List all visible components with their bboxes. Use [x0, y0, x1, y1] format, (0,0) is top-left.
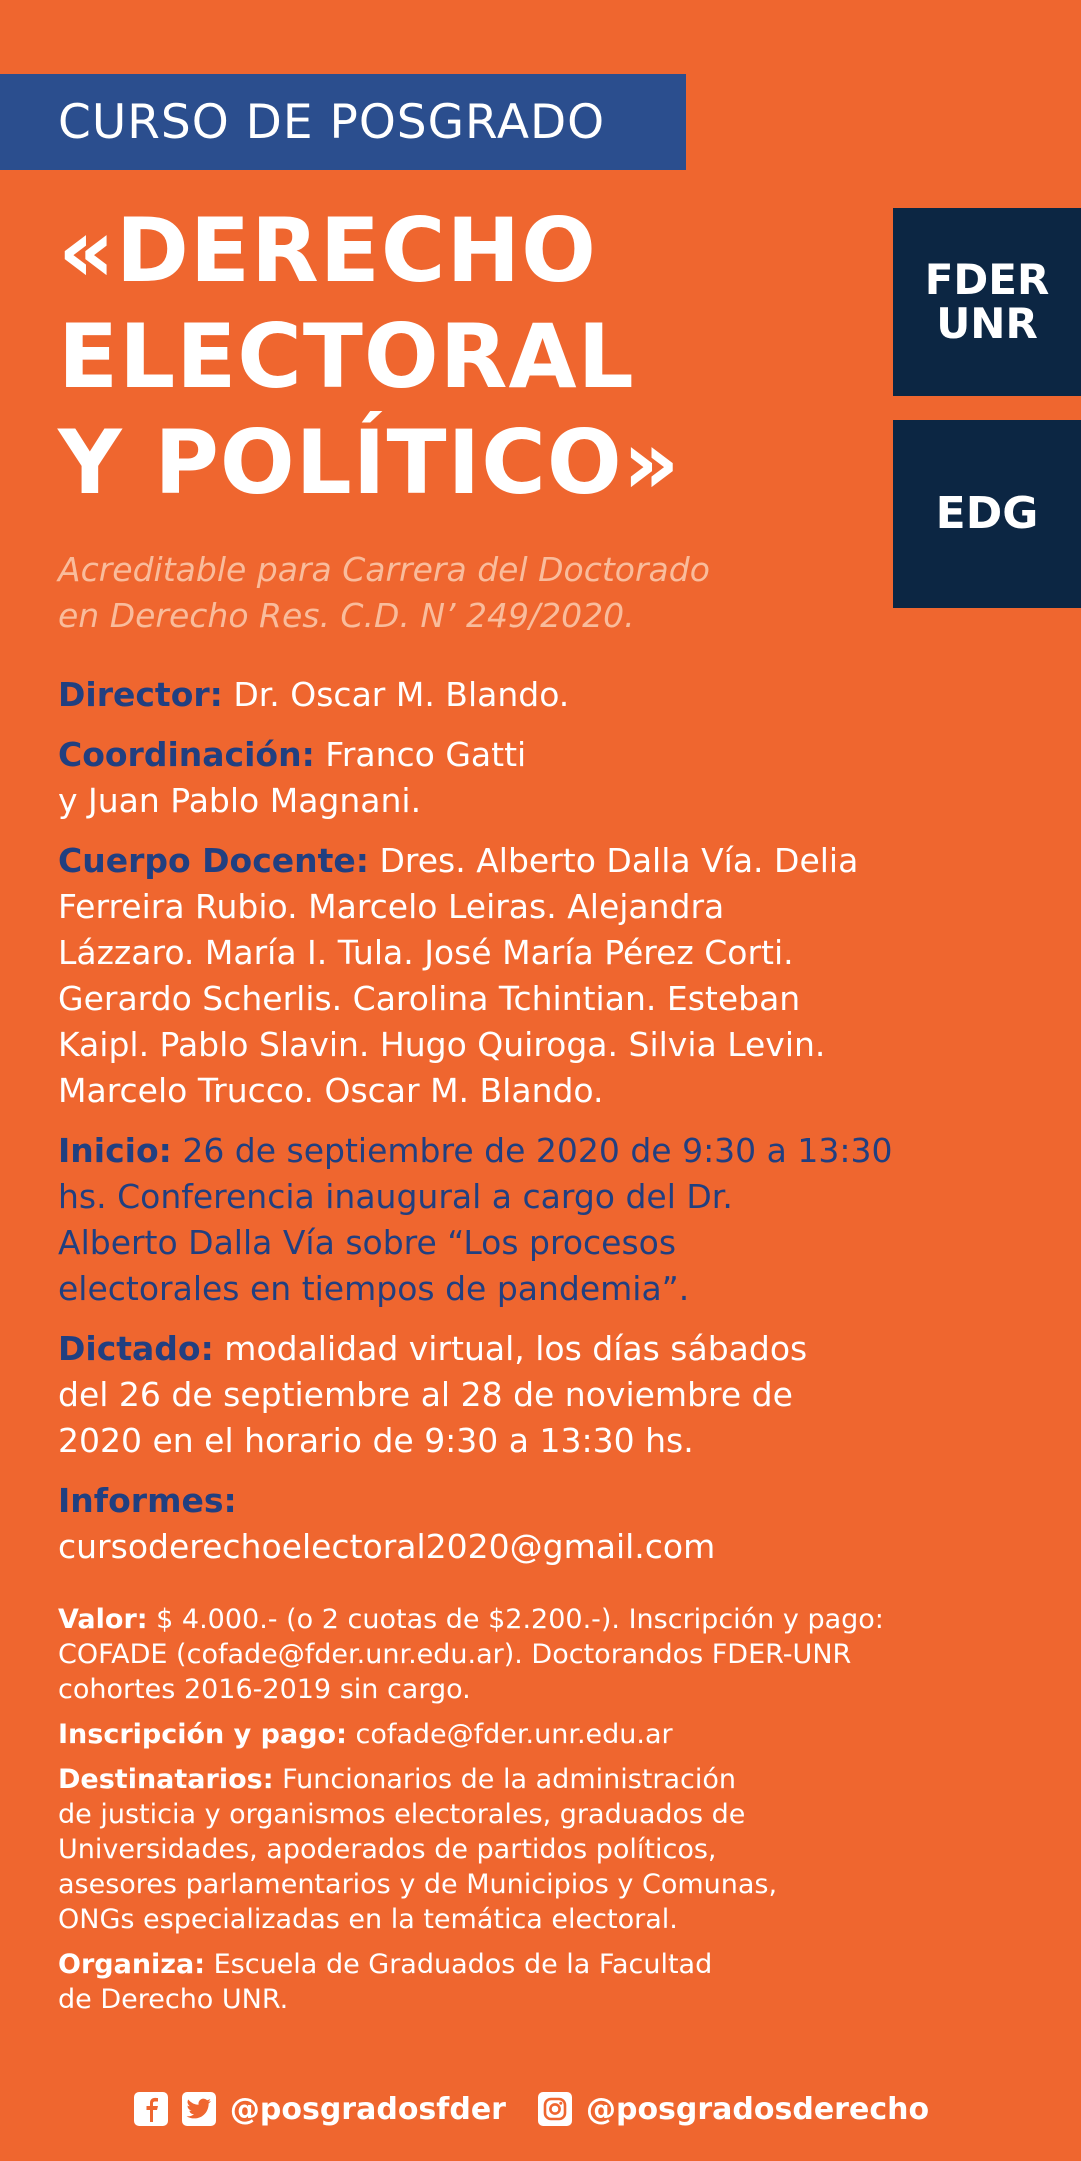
valor-line-3: cohortes 2016-2019 sin cargo.: [58, 1674, 471, 1705]
title-line-2: ELECTORAL: [58, 305, 635, 408]
organiza-label: Organiza:: [58, 1949, 206, 1980]
twitter-icon[interactable]: [182, 2092, 216, 2126]
destinatarios-label: Destinatarios:: [58, 1764, 274, 1795]
director-label: Director:: [58, 675, 223, 714]
inicio-label: Inicio:: [58, 1131, 172, 1170]
edg-text: EDG: [935, 488, 1039, 539]
informes-email[interactable]: cursoderechoelectoral2020@gmail.com: [58, 1527, 716, 1566]
coordinacion-label: Coordinación:: [58, 735, 315, 774]
section-spacer: [58, 1584, 1048, 1602]
valor-section: [58, 1602, 1048, 1707]
destinatarios-section: [58, 1762, 1048, 1937]
organiza-section: [58, 1947, 1048, 2017]
cuerpo-docente-line-6: Marcelo Trucco. Oscar M. Blando.: [58, 1071, 604, 1110]
inicio-line-4: electorales en tiempos de pandemia”.: [58, 1269, 690, 1308]
accreditation-line-1: Acreditable para Carrera del Doctorado: [58, 550, 710, 589]
dictado-line-3: 2020 en el horario de 9:30 a 13:30 hs.: [58, 1421, 694, 1460]
fder-text: FDER: [924, 255, 1050, 304]
valor-line-2: COFADE (cofade@fder.unr.edu.ar). Doctorandos FDER-UNR: [58, 1639, 852, 1670]
accreditation-line-2: en Derecho Res. C.D. N’ 249/2020.: [58, 596, 635, 635]
informes-label: Informes:: [58, 1481, 237, 1520]
valor-label: Valor:: [58, 1604, 148, 1635]
destinatarios-line-5: ONGs especializadas en la temática electoral.: [58, 1904, 678, 1935]
cuerpo-docente-label: Cuerpo Docente:: [58, 841, 370, 880]
valor-line-1: $ 4.000.- (o 2 cuotas de $2.200.-). Inscripción y pago:: [147, 1604, 884, 1635]
destinatarios-line-2: de justicia y organismos electorales, graduados de: [58, 1799, 746, 1830]
edg-logo: [893, 420, 1081, 608]
fder-unr-logo: [893, 208, 1081, 396]
course-type-label: CURSO DE POSGRADO: [58, 94, 606, 150]
inscripcion-section: [58, 1717, 1048, 1752]
instagram-icon[interactable]: [538, 2092, 572, 2126]
dictado-line-2: del 26 de septiembre al 28 de noviembre de: [58, 1375, 793, 1414]
coordinacion-value-1: Franco Gatti: [314, 735, 527, 774]
cuerpo-docente-line-4: Gerardo Scherlis. Carolina Tchintian. Esteban: [58, 979, 801, 1018]
title-line-1: «DERECHO: [58, 199, 597, 302]
inicio-line-3: Alberto Dalla Vía sobre “Los procesos: [58, 1223, 677, 1262]
destinatarios-line-4: asesores parlamentarios y de Municipios y Comunas,: [58, 1869, 778, 1900]
destinatarios-line-1: Funcionarios de la administración: [273, 1764, 737, 1795]
inicio-line-1: 26 de septiembre de 2020 de 9:30 a 13:30: [171, 1131, 893, 1170]
instagram-handle[interactable]: @posgradosderecho: [585, 2091, 930, 2127]
dictado-line-1: modalidad virtual, los días sábados: [213, 1329, 808, 1368]
course-details: [58, 672, 1048, 2027]
cuerpo-docente-line-2: Ferreira Rubio. Marcelo Leiras. Alejandra: [58, 887, 725, 926]
coordinacion-section: [58, 732, 1048, 824]
inscripcion-value[interactable]: cofade@fder.unr.edu.ar: [346, 1719, 673, 1750]
director-section: [58, 672, 1048, 718]
facebook-icon[interactable]: [134, 2092, 168, 2126]
coordinacion-value-2: y Juan Pablo Magnani.: [58, 781, 422, 820]
inicio-section: [58, 1128, 1048, 1312]
course-type-banner: [0, 74, 686, 170]
cuerpo-docente-line-3: Lázzaro. María I. Tula. José María Pérez Corti.: [58, 933, 794, 972]
organiza-line-1: Escuela de Graduados de la Facultad: [205, 1949, 713, 1980]
accreditation-note: [58, 547, 878, 639]
informes-section: [58, 1478, 1048, 1570]
facebook-twitter-handle[interactable]: @posgradosfder: [229, 2091, 506, 2127]
unr-text: UNR: [936, 299, 1038, 348]
cuerpo-docente-line-5: Kaipl. Pablo Slavin. Hugo Quiroga. Silvia Levin.: [58, 1025, 826, 1064]
social-footer: [0, 2086, 1081, 2132]
title-line-3: Y POLÍTICO»: [58, 411, 681, 514]
director-value: Dr. Oscar M. Blando.: [222, 675, 570, 714]
inicio-line-2: hs. Conferencia inaugural a cargo del Dr.: [58, 1177, 733, 1216]
cuerpo-docente-line-1: Dres. Alberto Dalla Vía. Delia: [369, 841, 859, 880]
course-title: [58, 198, 681, 516]
dictado-label: Dictado:: [58, 1329, 214, 1368]
organiza-line-2: de Derecho UNR.: [58, 1984, 289, 2015]
inscripcion-label: Inscripción y pago:: [58, 1719, 347, 1750]
cuerpo-docente-section: [58, 838, 1048, 1114]
dictado-section: [58, 1326, 1048, 1464]
destinatarios-line-3: Universidades, apoderados de partidos políticos,: [58, 1834, 717, 1865]
